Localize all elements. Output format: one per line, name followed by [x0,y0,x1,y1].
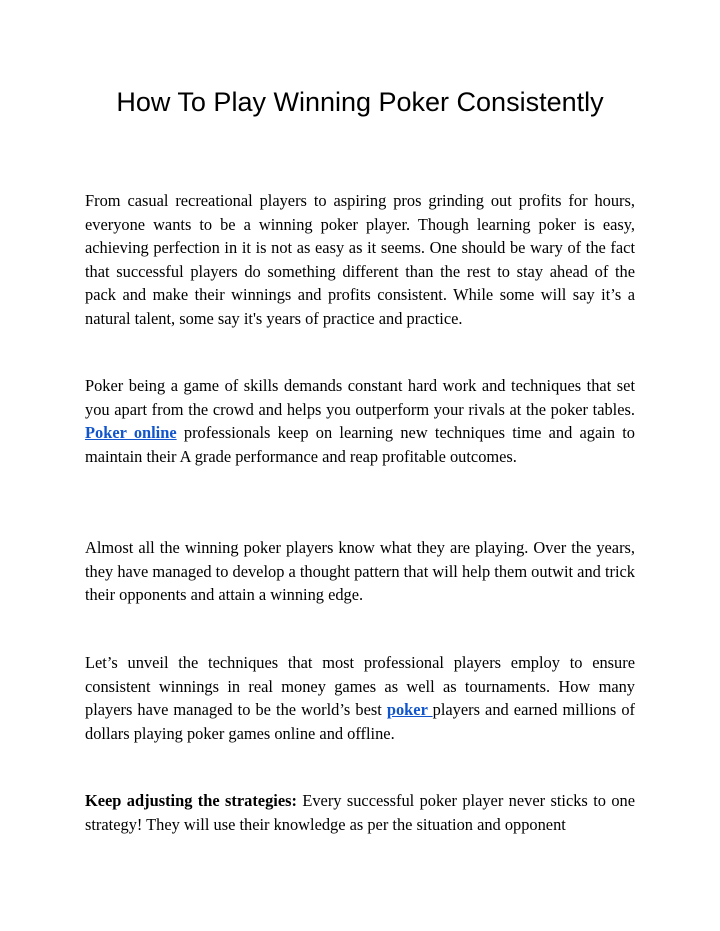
paragraph-skills-text-after: professionals keep on learning new techniques time and again to maintain their A grade performance and reap profitable outcomes. [85,423,636,466]
paragraph-skills-text-before: Poker being a game of skills demands constant hard work and techniques that set you apart from the crowd and helps you outperform your rivals at the poker tables. [85,376,635,419]
paragraph-winning-players: Almost all the winning poker players know what they are playing. Over the years, they have managed to develop a thought pattern that will help them outwit and trick their opponents and attain a winning edge. [85,538,635,605]
paragraph-skills [85,374,635,468]
strategies-heading: Keep adjusting the strategies: [85,791,297,810]
paragraph-techniques [85,651,635,745]
paragraph-strategies-text: Every successful poker player never sticks to one strategy! They will use their knowledge as per the situation and opponent [85,791,636,834]
poker-online-link[interactable]: Poker online [85,423,177,443]
paragraph-intro: From casual recreational players to aspiring pros grinding out profits for hours, everyone wants to be a winning poker player. Though learning poker is easy, achieving perfection in it is not as easy as it seems. One should be wary of the fact that successful players do something different than the rest to stay ahead of the pack and make their winnings and profits consistent. While some will say it’s a natural talent, some say it's years of practice and practice. [85,191,635,328]
document-title: How To Play Winning Poker Consistently [116,87,604,117]
paragraph-techniques-text-before: Let’s unveil the techniques that most professional players employ to ensure consistent winnings in real money games as well as tournaments. How many players have managed to be the world’s best [85,653,635,720]
paragraph-strategies [85,789,635,836]
poker-link[interactable]: poker [386,700,433,720]
paragraph-techniques-text-after: players and earned millions of dollars playing poker games online and offline. [85,700,636,743]
